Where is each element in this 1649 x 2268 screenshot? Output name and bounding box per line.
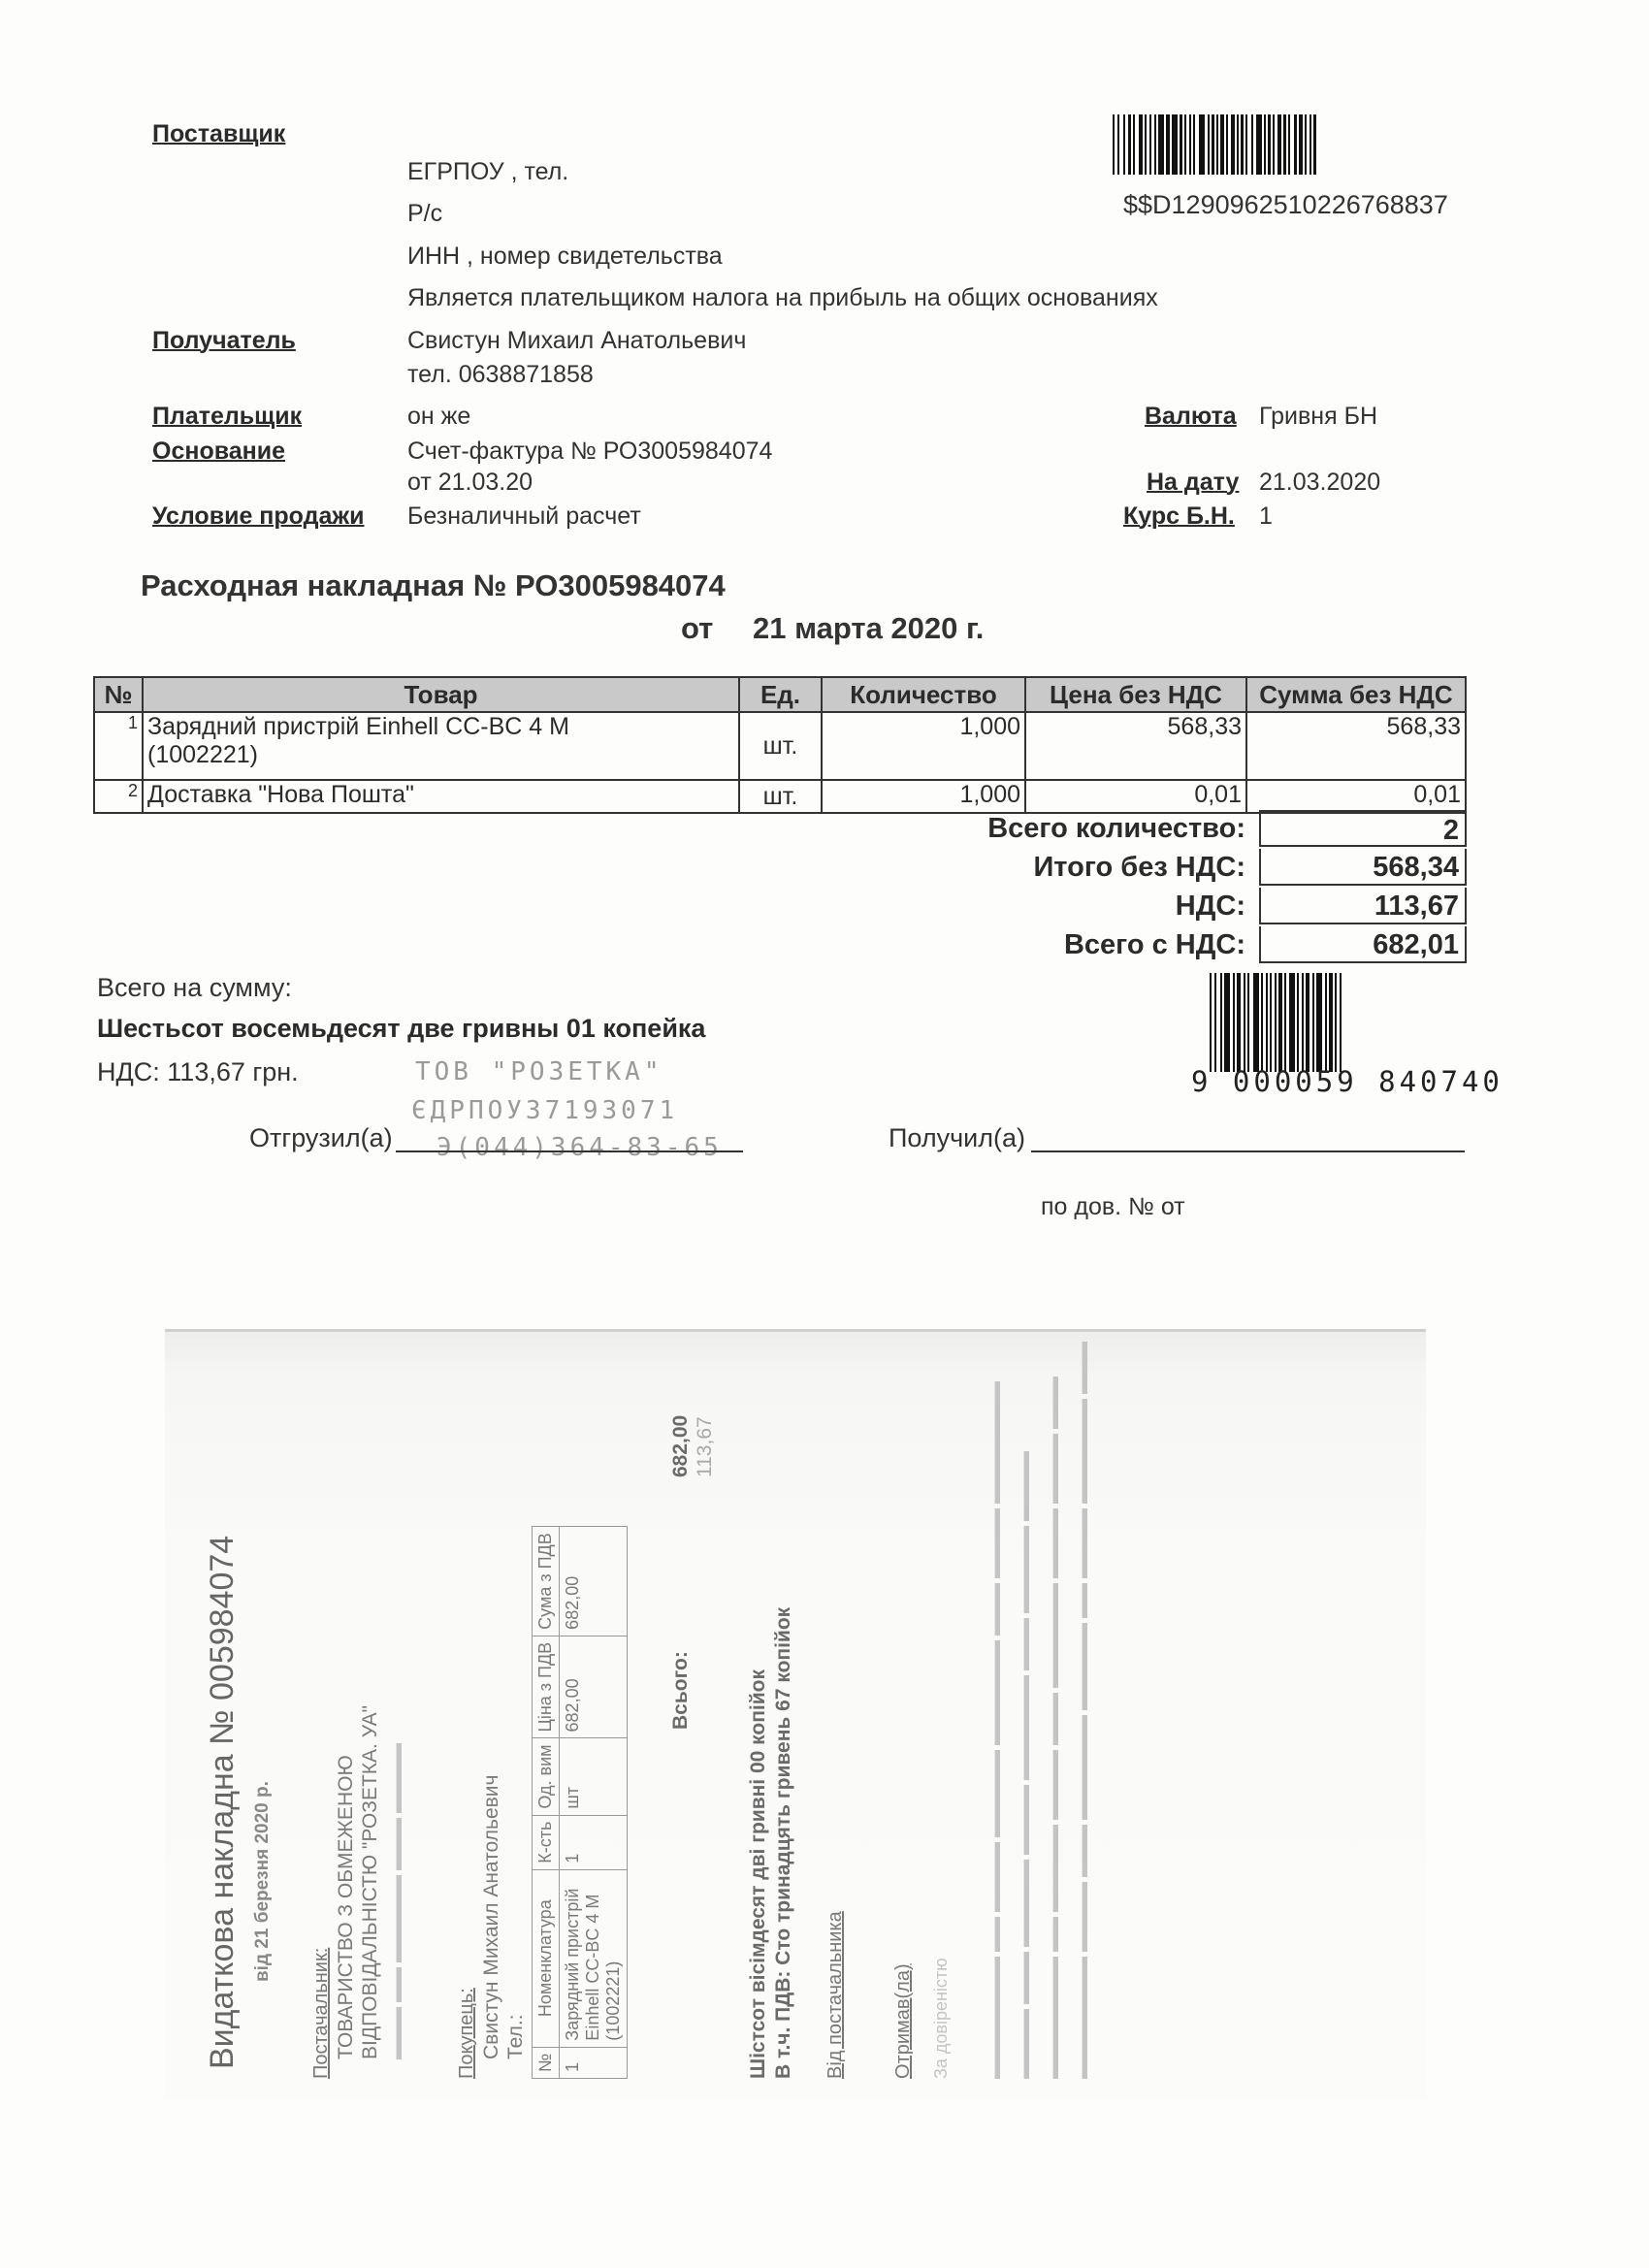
sum-words-text: Шестьсот восемьдесят две гривны 01 копейка xyxy=(97,1014,706,1043)
recipient-name: Свистун Михаил Анатольевич xyxy=(407,327,747,354)
supplier-label: Поставщик xyxy=(152,120,286,147)
row-item-name: Зарядний пристрій Einhell CC-BC 4 M xyxy=(147,713,569,740)
second-doc-col-qty: К-сть xyxy=(533,1815,560,1869)
supplier-account: Р/с xyxy=(407,200,443,227)
sum-words-vat: НДС: 113,67 грн. xyxy=(97,1057,299,1086)
stamp-phone: Э(044)364-83-65 xyxy=(436,1133,723,1162)
payer-value: он же xyxy=(407,403,471,430)
second-doc-row-price: 682,00 xyxy=(560,1636,628,1738)
second-doc-row-unit: шт xyxy=(560,1738,628,1815)
barcode-top-text: $$D1290962510226768837 xyxy=(1123,190,1448,219)
col-header-number: № xyxy=(94,677,143,712)
second-document xyxy=(165,1329,1426,2098)
second-doc-col-price: Ціна з ПДВ xyxy=(533,1636,560,1738)
subtotal-label: Итого без НДС: xyxy=(1033,851,1245,883)
subtotal-value: 568,34 xyxy=(1259,849,1467,886)
shipped-by-signature-line[interactable] xyxy=(396,1150,743,1152)
document-date: 21 марта 2020 г. xyxy=(753,611,985,645)
received-by-signature-line[interactable] xyxy=(1031,1150,1465,1152)
second-doc-proxy-label: За довіреністю xyxy=(931,1958,951,2079)
row-unit: шт. xyxy=(739,712,822,780)
second-doc-col-sum: Сума з ПДВ xyxy=(533,1527,560,1636)
payer-label: Плательщик xyxy=(152,403,303,430)
second-doc-supplier-label: Постачальник: xyxy=(310,1947,332,2079)
vat-row xyxy=(873,887,1467,925)
sale-condition-value: Безналичный расчет xyxy=(407,502,641,530)
row-number: 1 xyxy=(94,712,143,780)
supplier-tax-status: Является плательщиком налога на прибыль на общих основаниях xyxy=(407,284,1158,311)
row-item xyxy=(143,712,739,780)
col-header-unit: Ед. xyxy=(739,677,822,712)
document-title: Расходная накладная № РО3005984074 xyxy=(141,568,726,602)
second-doc-buyer-label: Покупець: xyxy=(456,1988,477,2079)
row-price: 568,33 xyxy=(1025,712,1246,780)
col-header-quantity: Количество xyxy=(822,677,1025,712)
grand-total-value: 682,01 xyxy=(1259,926,1467,963)
second-doc-vat-value: 113,67 xyxy=(694,1416,716,1477)
table-header-row xyxy=(94,677,1466,712)
subtotal-row xyxy=(873,848,1467,887)
col-header-price: Цена без НДС xyxy=(1025,677,1246,712)
total-quantity-row xyxy=(873,809,1467,848)
second-document-content xyxy=(165,1332,1426,2098)
table-row xyxy=(94,780,1466,813)
second-doc-total-value: 682,00 xyxy=(669,1414,692,1477)
barcode-bar xyxy=(1313,114,1316,175)
second-doc-sum-words: Шістсот вісімдесят дві гривні 00 копійок xyxy=(747,1669,769,2079)
rate-label: Курс Б.Н. xyxy=(1123,502,1235,530)
rate-value: 1 xyxy=(1259,502,1273,530)
second-doc-table-row xyxy=(560,1527,628,2079)
on-date-label: На дату xyxy=(1147,469,1240,496)
sum-words-label: Всего на сумму: xyxy=(97,973,292,1002)
row-sum: 568,33 xyxy=(1246,712,1466,780)
second-doc-row-sum: 682,00 xyxy=(560,1527,628,1636)
barcode-gap xyxy=(1342,973,1343,1072)
basis-date: от 21.03.20 xyxy=(407,469,534,496)
second-doc-received-label: Отримав(ла) xyxy=(892,1963,914,2079)
second-doc-table xyxy=(532,1526,628,2079)
second-doc-vat-words: В т.ч. ПДВ: Сто тринадцять гривень 67 копійок xyxy=(772,1606,794,2079)
basis-invoice: Счет-фактура № РО3005984074 xyxy=(407,437,773,465)
row-quantity: 1,000 xyxy=(822,712,1025,780)
totals-block xyxy=(873,809,1467,964)
basis-label: Основание xyxy=(152,437,286,465)
second-doc-col-item: Номенклатура xyxy=(533,1869,560,2047)
second-doc-row-item: Зарядний пристрій Einhell CC-BC 4 M (1002221) xyxy=(560,1869,628,2047)
barcode-bottom-text: 9 000059 840740 xyxy=(1191,1065,1504,1098)
row-quantity: 1,000 xyxy=(822,780,1025,813)
recipient-label: Получатель xyxy=(152,327,296,354)
row-price: 0,01 xyxy=(1025,780,1246,813)
second-doc-supplier-name-1: ТОВАРИСТВО З ОБМЕЖЕНОЮ xyxy=(335,1755,357,2059)
second-doc-buyer-phone: Тел.: xyxy=(504,2014,527,2059)
barcode-top xyxy=(1113,114,1438,175)
second-doc-supplier-name-2: ВІДПОВІДАЛЬНІСТЮ "РОЗЕТКА. УА" xyxy=(359,1704,381,2059)
grand-total-row xyxy=(873,925,1467,964)
supplier-edrpou: ЕГРПОУ , тел. xyxy=(407,158,569,185)
shipped-by-label: Отгрузил(а) xyxy=(249,1123,393,1152)
second-doc-supplier-details: ▬▬▬ ▬▬ ▬▬▬▬▬ ▬▬▬ ▬▬▬▬ xyxy=(386,1742,405,2059)
second-doc-title: Видаткова накладна № 005984074 xyxy=(204,1535,241,2069)
second-doc-col-number: № xyxy=(533,2047,560,2078)
proxy-label: по дов. № от xyxy=(1041,1193,1185,1220)
total-quantity-value: 2 xyxy=(1259,810,1467,847)
second-doc-from-supplier-label: Від постачальника xyxy=(824,1911,846,2079)
second-doc-total-label: Всього: xyxy=(669,1651,692,1730)
row-sum: 0,01 xyxy=(1246,780,1466,813)
second-doc-row-qty: 1 xyxy=(560,1815,628,1869)
supplier-inn: ИНН , номер свидетельства xyxy=(407,243,723,270)
second-doc-terms-text: ▬▬▬▬▬▬▬ ▬▬ ▬▬▬▬ ▬▬▬▬▬ ▬▬▬▬▬▬ ▬▬▬ ▬▬▬▬ ▬▬▬▬▬▬▬ ▬▬▬▬ ▬▬▬ ▬▬▬▬▬ ▬▬▬▬ ▬▬▬▬▬▬ ▬▬▬ ▬▬▬▬▬ ▬▬▬▬ ▬▬▬▬▬▬▬ ▬▬ ▬▬▬▬▬ ▬▬▬▬ ▬▬▬ ▬▬▬▬▬▬ ▬▬▬▬ ▬▬▬▬ ▬▬▬ ▬▬▬▬▬▬▬ ▬▬▬▬ ▬▬▬ ▬▬▬▬▬▬ ▬▬▬▬▬ ▬▬ ▬▬▬▬ ▬▬▬▬▬▬ ▬▬▬ xyxy=(985,1341,1091,2079)
second-doc-col-unit: Од. вим xyxy=(533,1738,560,1815)
sale-condition-label: Условие продажи xyxy=(152,502,365,530)
currency-label: Валюта xyxy=(1145,403,1237,430)
on-date-value: 21.03.2020 xyxy=(1259,469,1381,496)
second-doc-subtitle: від 21 березня 2020 р. xyxy=(252,1781,273,1982)
row-item-name: Доставка "Нова Пошта" xyxy=(147,781,414,808)
row-number: 2 xyxy=(94,780,143,813)
col-header-item: Товар xyxy=(143,677,739,712)
row-unit: шт. xyxy=(739,780,822,813)
barcode-bottom xyxy=(1210,973,1462,1072)
table-row xyxy=(94,712,1466,780)
second-doc-table-header xyxy=(533,1527,560,2079)
stamp-edrpou: ЄДРПОУ37193071 xyxy=(411,1096,679,1125)
row-item-code: (1002221) xyxy=(147,741,258,768)
currency-value: Гривня БН xyxy=(1259,403,1378,430)
second-doc-buyer-name: Свистун Михаил Анатольевич xyxy=(480,1774,502,2059)
items-table xyxy=(93,676,1467,814)
vat-value: 113,67 xyxy=(1259,888,1467,924)
received-by-label: Получил(а) xyxy=(889,1123,1025,1152)
document-date-prefix: от xyxy=(681,611,714,645)
row-item xyxy=(143,780,739,813)
second-doc-row-number: 1 xyxy=(560,2047,628,2078)
grand-total-label: Всего с НДС: xyxy=(1063,928,1245,960)
recipient-phone: тел. 0638871858 xyxy=(407,361,594,388)
vat-label: НДС: xyxy=(1175,890,1245,922)
stamp-company: ТОВ "РОЗЕТКА" xyxy=(415,1057,663,1086)
total-quantity-label: Всего количество: xyxy=(987,812,1245,844)
col-header-sum: Сумма без НДС xyxy=(1246,677,1466,712)
